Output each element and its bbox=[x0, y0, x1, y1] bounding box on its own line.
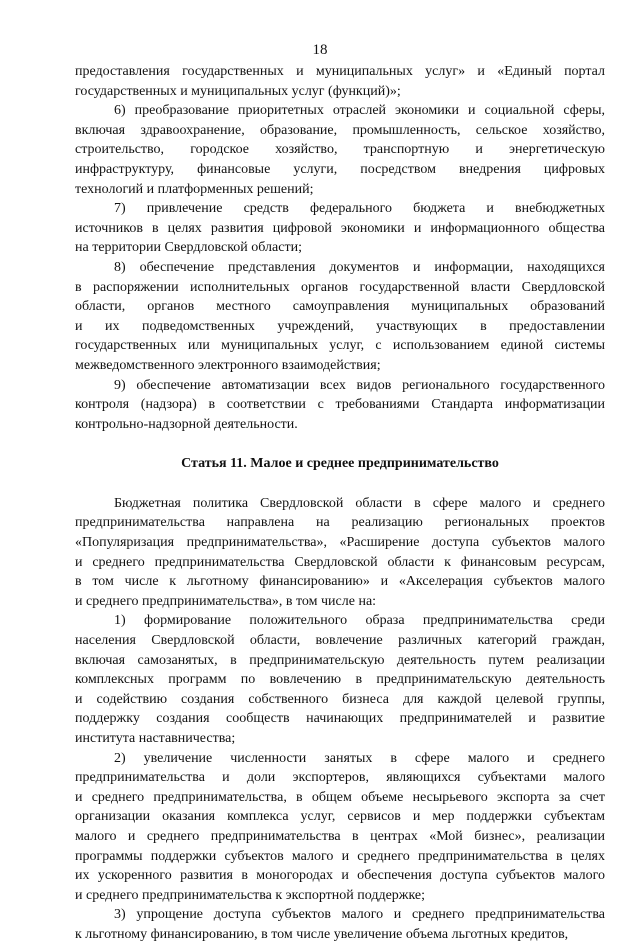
text-line: Бюджетная политика Свердловской области в сфере малого и среднего bbox=[114, 495, 605, 511]
text-line: и среднего предпринимательства», в том числе на: bbox=[75, 593, 377, 609]
text-line: и среднего предпринимательства, в общем объеме несырьевого экспорта за счет bbox=[75, 789, 605, 805]
text-line: 7) привлечение средств федерального бюджета и внебюджетных bbox=[114, 201, 605, 217]
text-line: включая самозанятых, в предпринимательскую деятельность путем реализации bbox=[75, 652, 605, 668]
text-line: 6) преобразование приоритетных отраслей экономики и социальной сферы, bbox=[114, 103, 605, 119]
text-line: «Популяризация предпринимательства», «Расширение доступа субъектов малого bbox=[75, 535, 605, 551]
text-line: инфраструктуру, финансовые услуги, посредством внедрения цифровых bbox=[75, 161, 605, 177]
section-heading: Статья 11. Малое и среднее предпринимательство bbox=[181, 456, 499, 472]
paragraph-intro bbox=[75, 494, 605, 612]
list-item-7 bbox=[75, 199, 605, 258]
text-line: в распоряжении исполнительных органов государственной власти Свердловской bbox=[75, 279, 605, 295]
text-line: и содействию создания собственного бизнеса для каждой целевой группы, bbox=[75, 691, 605, 707]
text-line: комплексных программ по вовлечению в предпринимательскую деятельность bbox=[75, 672, 605, 688]
text-line: включая здравоохранение, образование, промышленность, сельское хозяйство, bbox=[75, 122, 605, 138]
text-line: предоставления государственных и муниципальных услуг» и «Единый портал bbox=[75, 64, 605, 79]
text-line: государственных и муниципальных услуг (функций)»; bbox=[75, 83, 401, 99]
text-line: технологий и платформенных решений; bbox=[75, 181, 314, 197]
text-line: поддержку создания сообществ начинающих предпринимателей и развитие bbox=[75, 711, 605, 727]
text-line: на территории Свердловской области; bbox=[75, 240, 302, 256]
list-item-1 bbox=[75, 611, 605, 748]
text-line: строительство, городское хозяйство, транспортную и энергетическую bbox=[75, 142, 605, 158]
text-line: контрольно-надзорной деятельности. bbox=[75, 416, 298, 432]
document-body bbox=[75, 62, 605, 945]
text-line: 9) обеспечение автоматизации всех видов регионального государственного bbox=[114, 377, 605, 393]
text-line: населения Свердловской области, вовлечение различных категорий граждан, bbox=[75, 633, 605, 649]
text-line: области, органов местного самоуправления муниципальных образований bbox=[75, 299, 605, 315]
list-item-8 bbox=[75, 258, 605, 376]
text-line: контроля (надзора) в соответствии с требованиями Стандарта информатизации bbox=[75, 397, 605, 413]
text-line: межведомственного электронного взаимодействия; bbox=[75, 357, 381, 373]
page-number: 18 bbox=[312, 42, 328, 58]
text-line: предпринимательства направлена на реализацию региональных проектов bbox=[75, 515, 605, 531]
text-line: в том числе к льготному финансированию» и «Акселерация субъектов малого bbox=[75, 574, 605, 590]
text-line: малого и среднего предпринимательства в центрах «Мой бизнес», реализации bbox=[75, 828, 605, 844]
text-line: 2) увеличение численности занятых в сфере малого и среднего bbox=[114, 750, 605, 766]
text-line: 8) обеспечение представления документов и информации, находящихся bbox=[114, 259, 605, 275]
text-line: института наставничества; bbox=[75, 731, 236, 746]
text-line: и среднего предпринимательства Свердловской области к финансовым ресурсам, bbox=[75, 554, 605, 570]
text-line: 1) формирование положительного образа предпринимательства среди bbox=[114, 613, 605, 629]
text-line: к льготному финансированию, в том числе увеличение объема льготных кредитов, bbox=[75, 926, 569, 942]
text-line: их ускоренного развития в моногородах и обеспечения доступа субъектов малого bbox=[75, 868, 605, 884]
list-item-9 bbox=[75, 376, 605, 435]
text-line: предпринимательства и доли экспортеров, являющихся субъектами малого bbox=[75, 770, 605, 786]
text-line: государственных или муниципальных услуг, с использованием единой системы bbox=[75, 338, 605, 354]
text-line: и их подведомственных учреждений, участвующих в предоставлении bbox=[75, 318, 605, 334]
text-line: источников в целях развития цифровой экономики и информационного общества bbox=[75, 220, 605, 236]
list-item-3 bbox=[75, 905, 605, 944]
list-item-2 bbox=[75, 749, 605, 906]
text-line: программы поддержки субъектов малого и среднего предпринимательства в целях bbox=[75, 848, 605, 864]
text-line: и среднего предпринимательства к экспортной поддержке; bbox=[75, 887, 426, 903]
list-item-6 bbox=[75, 101, 605, 199]
text-line: 3) упрощение доступа субъектов малого и среднего предпринимательства bbox=[114, 907, 605, 923]
text-line: организации оказания комплекса услуг, сервисов и мер поддержки субъектам bbox=[75, 809, 605, 825]
paragraph-continuation bbox=[75, 62, 605, 101]
